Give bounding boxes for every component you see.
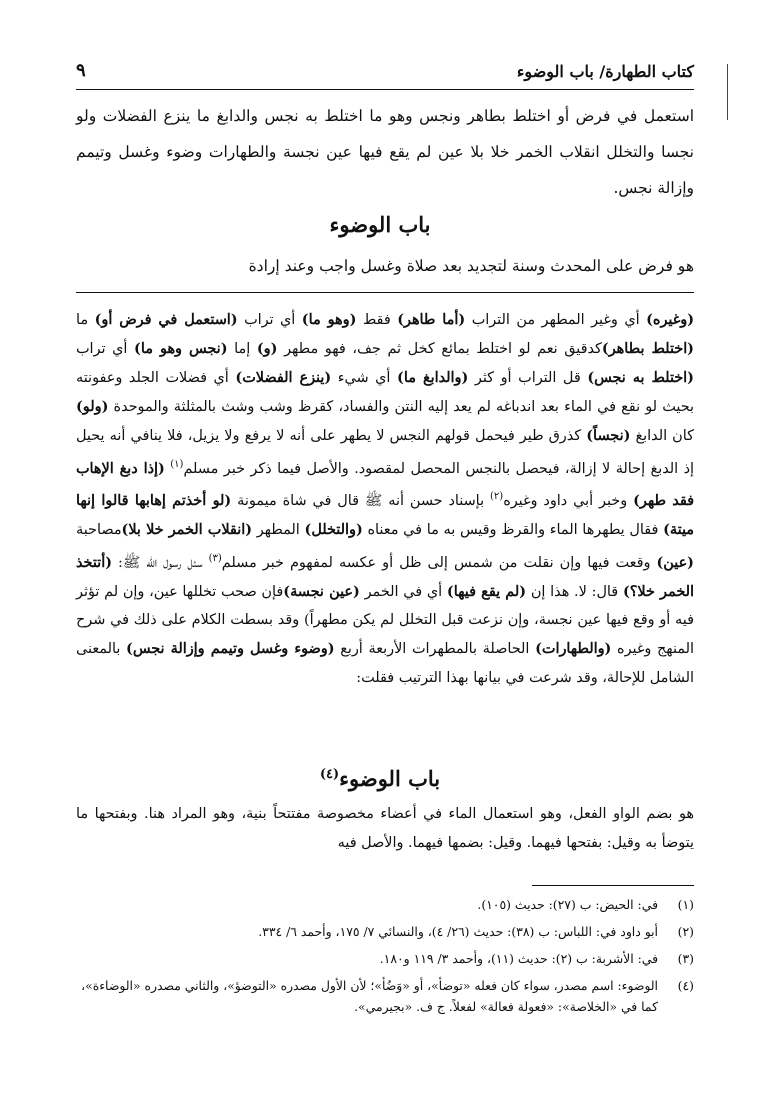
commentary-text: أي وغير المطهر من التراب [465,312,647,328]
commentary-text: بالمعنى الشامل للإحالة، وقد شرعت في بيانها بهذا الترتيب فقلت: [76,641,694,687]
matn-quote: (ينزع الفضلات) [235,368,332,386]
commentary-text: كدقيق نعم لو اختلط بمائع كخل ثم جف، فهو مطهر [277,340,602,357]
commentary-text: قل التراب أو كثر [468,369,588,386]
commentary-text: ما [76,312,95,328]
matn-paragraph: استعمل في فرض أو اختلط بطاهر ونجس وهو ما اختلط به نجس والدابغ ما ينزع الفضلات ولو نجسا والتخلل انقلاب الخمر خلا بلا عين لم يقع فيها عين نجسة والطهارات وضوء وغسل وتيمم وإزالة نجس. [76,107,694,197]
matn-paragraph-2: هو فرض على المحدث وسنة لتجديد بعد صلاة وغسل واجب وعند إرادة [248,257,694,275]
footnote-text: الوضوء: اسم مصدر، سواء كان فعله «توضأ»، أو «وَضُأ»؛ لأن الأول مصدره «التوضؤ»، والثاني مصدره «الوضاءة»، كما في «الخلاصة»: «فعولة فعالة» لفعلاً. ج ف. «بجيرمي». [81,978,658,1014]
matn-quote: (انقلاب الخمر خلا بلا) [121,520,253,538]
commentary-text: بإسناد حسن أنه ﷺ قال في شاة ميمونة [231,493,490,510]
margin-line [727,64,728,120]
commentary-text: كان الدابغ [630,427,694,444]
footnotes [76,891,694,1017]
hadith-quote: (أتتخذ الخمر خلا؟) [76,553,694,600]
footnote-rule [532,885,694,886]
commentary-text: فقط [356,312,398,328]
section-heading-wudu: باب الوضوء [329,212,431,237]
matn-quote: (والطهارات) [535,640,612,658]
footnote-ref[interactable]: (٤) [319,767,340,782]
footnote-item [76,891,694,918]
footnote-number: (١) [677,897,694,912]
hadith-quote: (إذا دبغ الإهاب فقد طهر) [76,459,694,510]
matn-quote: (عين نجسة) [283,582,360,600]
matn-quote: (و) [256,339,278,357]
matn-quote: (والتخلل) [304,520,363,538]
commentary-text: الحاصلة بالمطهرات الأربعة أربع [334,641,536,658]
footnote-item [76,972,694,1017]
commentary-text: فقال يطهرها الماء والقرظ وقيس به ما في معناه [362,521,664,538]
commentary-text: سئل رسول الله ﷺ: [112,554,209,571]
footnote-ref[interactable]: (٢) [490,491,504,503]
commentary-text: أي شيء [331,369,398,386]
footnote-text: في: الحيض: ب (٢٧): حديث (١٠٥). [477,897,658,912]
running-header [76,58,694,86]
commentary-text: مصاحبة [76,521,122,538]
commentary-text: وقعت فيها وإن نقلت من شمس إلى ظل أو عكسه لمفهوم خبر مسلم [221,554,657,571]
sharh-paragraph [76,306,694,693]
matn-sharh-divider [76,292,694,293]
footnote-number: (٢) [677,924,694,939]
commentary-text: أي في الخمر [359,583,447,600]
footnote-ref[interactable]: (١) [170,458,184,470]
matn-quote: (والدابغ ما) [397,368,469,386]
matn-quote: (اختلط بطاهر) [601,339,694,357]
matn-quote: (وضوء وغسل وتيمم وإزالة نجس) [126,640,335,658]
header-rule [76,89,694,90]
commentary-text: قال: لا. هذا إن [526,583,623,600]
commentary-text: أي تراب [237,312,302,328]
matn-quote: (نجساً) [586,426,631,444]
footnote-ref[interactable]: (٣) [208,552,222,564]
commentary-text: كذرق طير فيحمل قولهم النجس لا يطهر على أنه لا يرفع ولا يزيل، فلا ينافي أنه يحيل إذ الدبغ إحالة لا إزالة، فيحصل بالنجس المحصل لمقصود. والأصل فيما ذكر خبر مسلم [76,427,694,477]
commentary-text: المطهر [252,521,305,538]
matn-quote: (نجس وهو ما) [134,339,228,357]
heading-text: باب الوضوء [339,766,441,791]
footnote-item [76,918,694,945]
matn-quote: (استعمل في فرض أو) [94,311,238,328]
commentary-text: أي تراب [76,340,135,357]
hadith-quote: (لو أخذتم إهابها قالوا إنها ميتة) [76,492,695,538]
section-heading-wudu-2 [0,766,760,791]
commentary-text: فإن صحب تخللها عين، وإن لم تؤثر فيه أو وقع فيها عين نجسة، وإن نزعت قبل التخلل لم يكن مطهراً) وقد بسطت الكلام على ذلك في شرح المنهج وغيره [76,583,694,658]
footnote-number: (٤) [677,978,694,993]
commentary-text: وخبر أبي داود وغيره [503,493,634,510]
matn-quote: (وغيره) [646,311,695,328]
footnote-number: (٣) [677,951,694,966]
page-number: ٩ [76,60,86,81]
matn-quote: (أما طاهر) [397,311,466,328]
matn-quote: (ولو) [76,397,109,415]
matn-quote: (لم يقع فيها) [446,582,527,600]
running-title: كتاب الطهارة/ باب الوضوء [516,62,694,81]
sharh-paragraph-2: هو بضم الواو الفعل، وهو استعمال الماء في أعضاء مخصوصة مفتتحاً بنية، وهو المراد هنا. وبفتحها ما يتوضأ به وقيل: بفتحها فيهما. وقيل: بضمها فيهما. والأصل فيه [76,806,694,851]
footnote-text: في: الأشربة: ب (٢): حديث (١١)، وأحمد ٣/ ١١٩ و١٨٠. [379,951,658,966]
footnote-item [76,945,694,972]
footnote-text: أبو داود في: اللباس: ب (٣٨): حديث (٢٦/ ٤)، والنسائي ٧/ ١٧٥، وأحمد ٦/ ٣٣٤. [258,924,658,939]
matn-quote: (اختلط به نجس) [587,368,694,386]
commentary-text: إما [227,340,257,357]
commentary-text: أي فضلات الجلد وعفونته بحيث لو نقع في الماء بعد اندباغه لم يعد إليه النتن والفساد، كقرظ وشب وشث بالمثلثة والموحدة [76,369,694,415]
matn-quote: (وهو ما) [301,311,357,328]
matn-quote: (عين) [656,553,694,571]
